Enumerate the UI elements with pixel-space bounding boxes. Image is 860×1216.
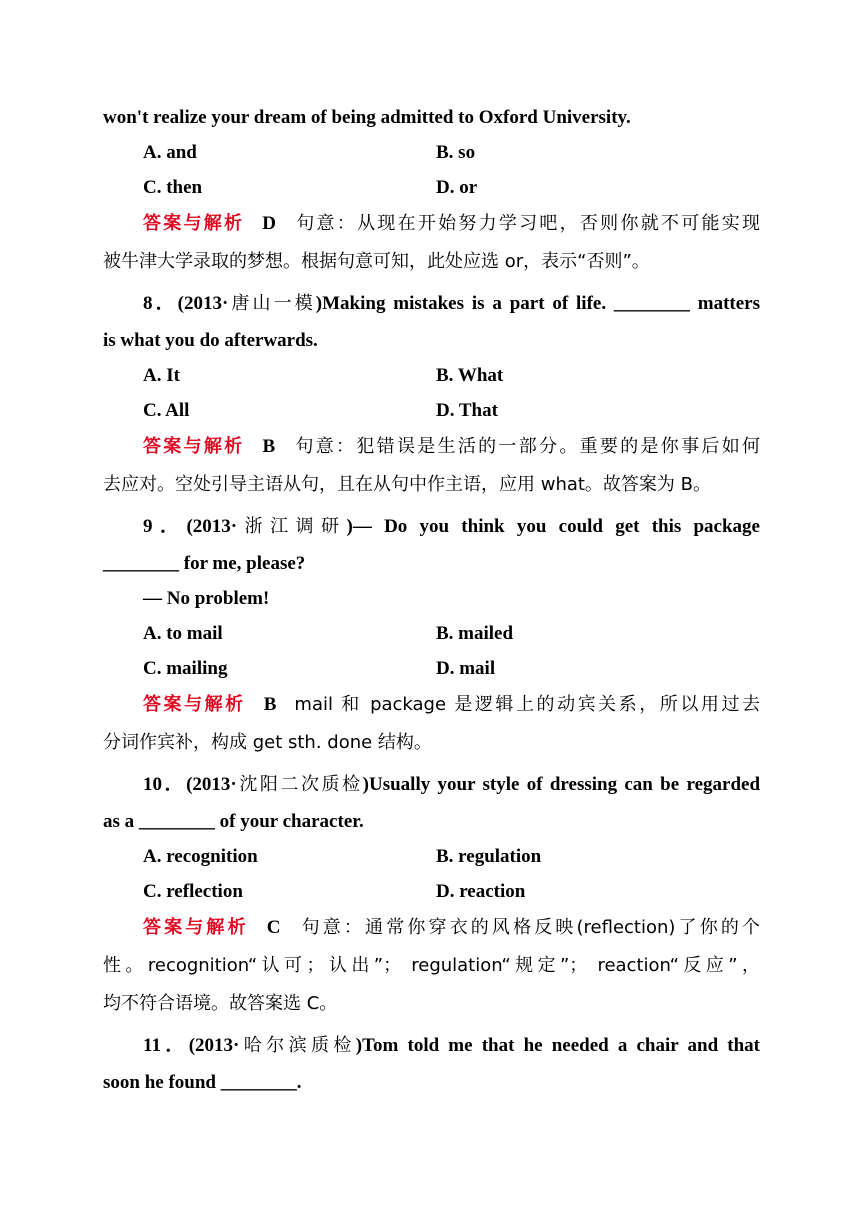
q10-answer-key: C bbox=[266, 917, 281, 938]
q10-options-row-1 bbox=[103, 839, 760, 874]
q7-option-b: B. so bbox=[436, 142, 476, 163]
q7-option-c: C. then bbox=[143, 177, 203, 198]
q8-option-a: A. It bbox=[143, 365, 180, 386]
q10-number: 10．(2013· bbox=[143, 774, 237, 795]
q8-stem-1: )Making mistakes is a part of life. ________ matters bbox=[315, 293, 761, 314]
q8-answer-line-2 bbox=[103, 466, 760, 504]
q9-answer-label: 答案与解析 bbox=[143, 694, 246, 715]
q9-explanation-2: 分词作宾补，构成 get sth. done 结构。 bbox=[103, 732, 432, 753]
q8-answer-line-1 bbox=[103, 428, 760, 466]
q9-number: 9．(2013· bbox=[143, 516, 238, 537]
q10-explanation-3: 均不符合语境。故答案选 C。 bbox=[103, 993, 338, 1014]
q9-answer-line-2 bbox=[103, 724, 760, 762]
q11-stem-1: )Tom told me that he needed a chair and that bbox=[355, 1035, 761, 1056]
q10-option-d: D. reaction bbox=[436, 881, 526, 902]
q8-options-row-2 bbox=[103, 393, 760, 428]
q7-answer-label: 答案与解析 bbox=[143, 213, 245, 234]
q9-options-row-1 bbox=[103, 616, 760, 651]
q9-answer-key: B bbox=[263, 694, 277, 715]
q9-option-a: A. to mail bbox=[143, 623, 223, 644]
q8-number: 8．(2013· bbox=[143, 293, 229, 314]
q8-option-d: D. That bbox=[436, 400, 498, 421]
q8-option-c: C. All bbox=[143, 400, 190, 421]
q9-source: 浙江调研 bbox=[237, 516, 347, 537]
q7-explanation-1: 句意：从现在开始努力学习吧，否则你就不可能实现 bbox=[294, 213, 760, 234]
q7-answer-line-1 bbox=[103, 205, 760, 243]
q7-options-row-2 bbox=[103, 170, 760, 205]
q8-answer-label: 答案与解析 bbox=[143, 436, 245, 457]
q7-answer-key: D bbox=[262, 213, 277, 234]
q7-options-row-1 bbox=[103, 135, 760, 170]
q8-stem-line-1 bbox=[103, 285, 760, 323]
q9-option-d: D. mail bbox=[436, 658, 496, 679]
q8-stem-line-2: is what you do afterwards. bbox=[103, 330, 318, 351]
q9-stem-line-1 bbox=[103, 508, 760, 546]
q8-answer-key: B bbox=[262, 436, 276, 457]
q10-option-c: C. reflection bbox=[143, 881, 243, 902]
q9-answer-line-1 bbox=[103, 686, 760, 724]
q10-answer-line-1 bbox=[103, 909, 760, 947]
q10-explanation-2: 性。recognition“认可；认出”； regulation“规定”； reaction“反应”， bbox=[103, 955, 760, 976]
q7-answer-line-2 bbox=[103, 243, 760, 281]
q7-explanation-2: 被牛津大学录取的梦想。根据句意可知，此处应选 or，表示“否则”。 bbox=[103, 251, 650, 272]
q10-answer-line-3 bbox=[103, 985, 760, 1023]
q11-number: 11．(2013· bbox=[143, 1035, 240, 1056]
q11-source: 哈尔滨质检 bbox=[239, 1035, 356, 1056]
q7-stem-tail: won't realize your dream of being admitted to Oxford University. bbox=[103, 107, 631, 128]
q7-option-d: D. or bbox=[436, 177, 478, 198]
q7-option-a: A. and bbox=[143, 142, 197, 163]
q8-explanation-2: 去应对。空处引导主语从句，且在从句中作主语，应用 what。故答案为 B。 bbox=[103, 474, 712, 495]
q8-option-b: B. What bbox=[436, 365, 504, 386]
q8-options-row-1 bbox=[103, 358, 760, 393]
q9-stem-line-2: ________ for me, please? bbox=[103, 553, 306, 574]
q10-answer-line-2 bbox=[103, 947, 760, 985]
q10-stem-line-1 bbox=[103, 766, 760, 804]
q10-answer-label: 答案与解析 bbox=[143, 917, 249, 938]
q10-explanation-1: 句意：通常你穿衣的风格反映(reflection)了你的个 bbox=[298, 917, 760, 938]
q11-stem-line-1 bbox=[103, 1027, 760, 1065]
q10-stem-1: )Usually your style of dressing can be regarded bbox=[362, 774, 761, 795]
q10-options-row-2 bbox=[103, 874, 760, 909]
q10-option-a: A. recognition bbox=[143, 846, 258, 867]
q8-explanation-1: 句意：犯错误是生活的一部分。重要的是你事后如何 bbox=[293, 436, 760, 457]
q9-options-row-2 bbox=[103, 651, 760, 686]
q9-option-c: C. mailing bbox=[143, 658, 228, 679]
q11-stem-line-2: soon he found ________. bbox=[103, 1072, 302, 1093]
q9-option-b: B. mailed bbox=[436, 623, 514, 644]
q9-explanation-1: mail 和 package 是逻辑上的动宾关系，所以用过去 bbox=[294, 694, 760, 715]
q10-option-b: B. regulation bbox=[436, 846, 542, 867]
document-page bbox=[103, 100, 760, 1100]
q10-source: 沈阳二次质检 bbox=[236, 774, 363, 795]
q8-source: 唐山一模 bbox=[228, 293, 316, 314]
q9-stem-1: )— Do you think you could get this package bbox=[346, 516, 760, 537]
q9-reply: — No problem! bbox=[143, 588, 270, 609]
q10-stem-line-2: as a ________ of your character. bbox=[103, 811, 364, 832]
